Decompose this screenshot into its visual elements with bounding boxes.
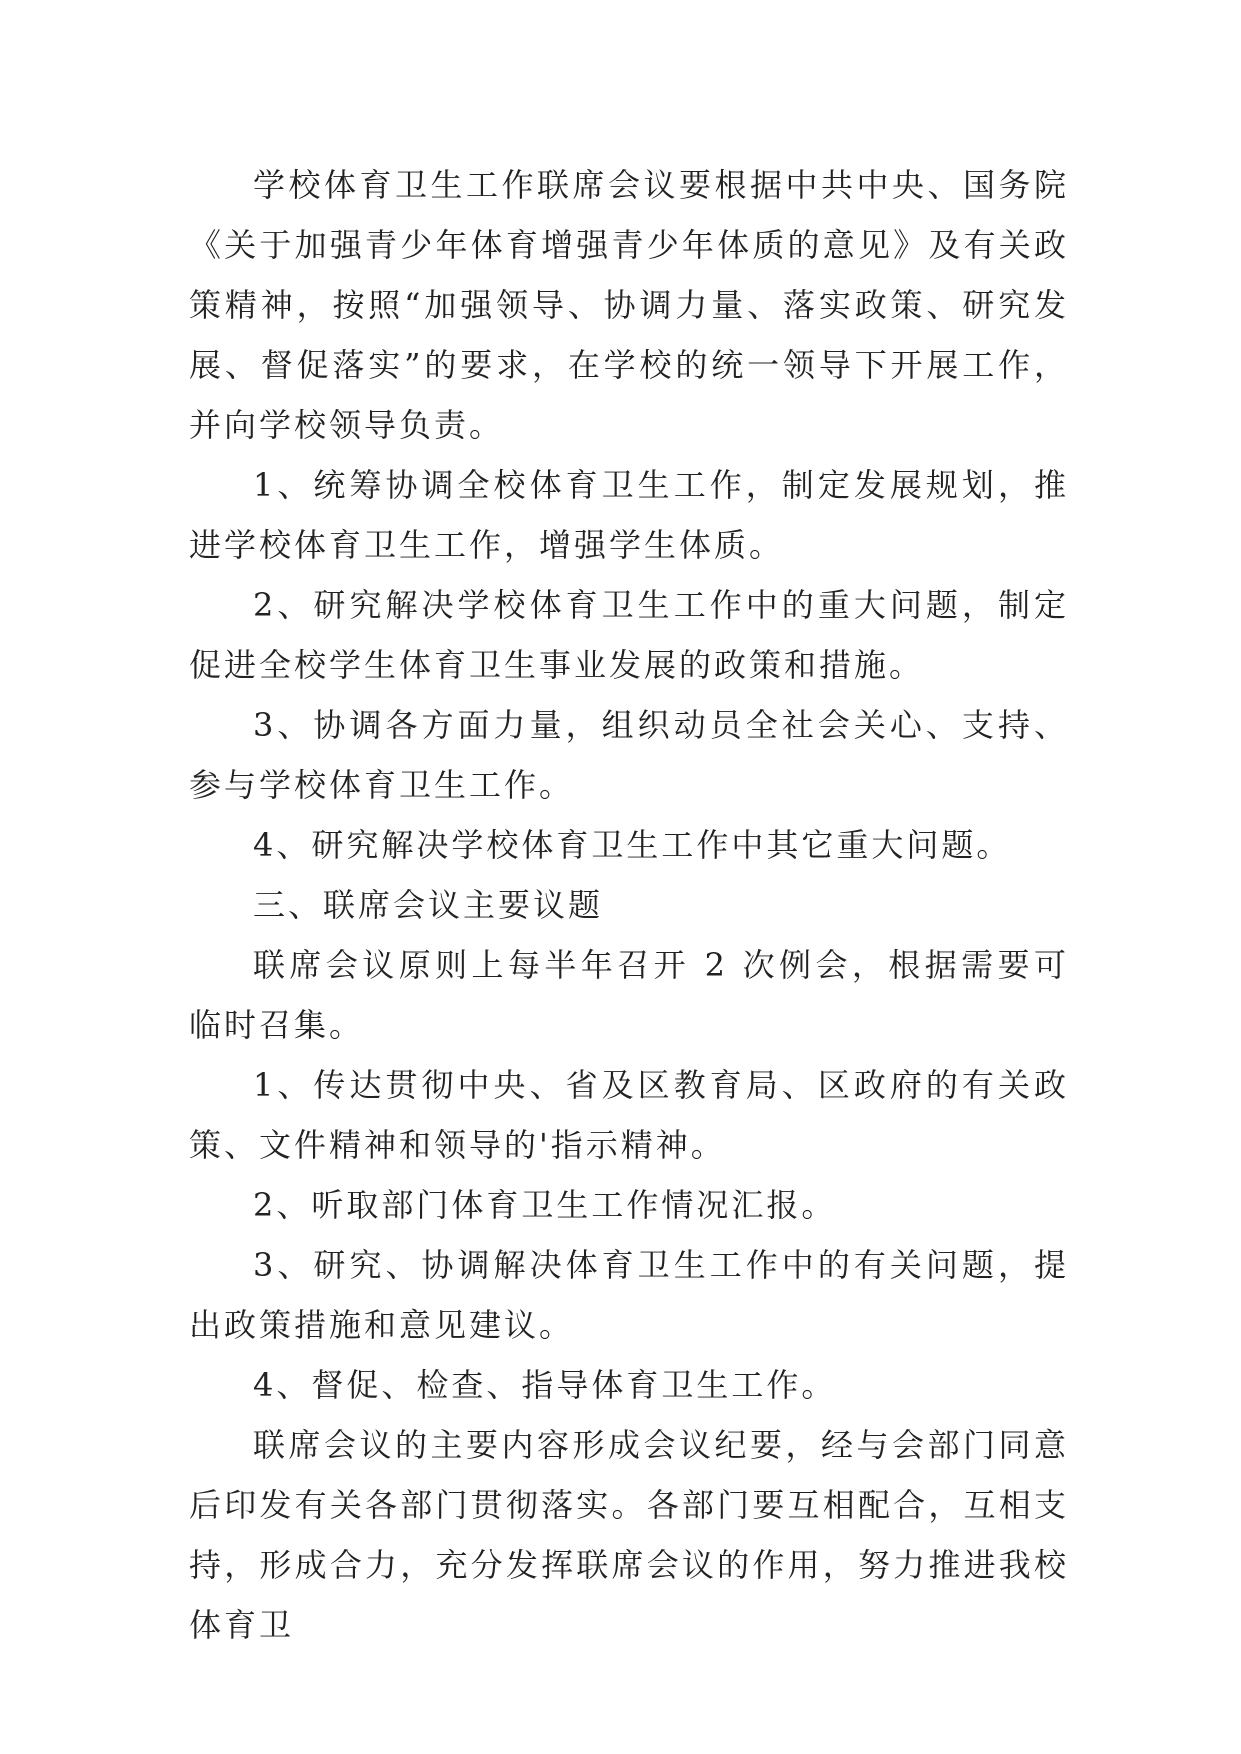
paragraph-meeting-schedule: 联席会议原则上每半年召开 2 次例会，根据需要可临时召集。 bbox=[189, 946, 1069, 1044]
paragraph-topic-1: 1、传达贯彻中央、省及区教育局、区政府的有关政策、文件精神和领导的'指示精神。 bbox=[189, 1066, 1069, 1164]
paragraph-item-4: 4、研究解决学校体育卫生工作中其它重大问题。 bbox=[253, 826, 1012, 864]
paragraph-topic-3: 3、研究、协调解决体育卫生工作中的有关问题，提出政策措施和意见建议。 bbox=[189, 1246, 1069, 1344]
paragraph-intro: 学校体育卫生工作联席会议要根据中共中央、国务院《关于加强青少年体育增强青少年体质的意见》及有关政策精神，按照“加强领导、协调力量、落实政策、研究发展、督促落实”的要求，在学校的统一领导下开展工作，并向学校领导负责。 bbox=[189, 166, 1069, 444]
paragraph-item-2: 2、研究解决学校体育卫生工作中的重大问题，制定促进全校学生体育卫生事业发展的政策和措施。 bbox=[189, 586, 1069, 684]
paragraph-closing: 联席会议的主要内容形成会议纪要，经与会部门同意后印发有关各部门贯彻落实。各部门要互相配合，互相支持，形成合力，充分发挥联席会议的作用，努力推进我校体育卫 bbox=[189, 1426, 1069, 1644]
document-body bbox=[189, 155, 1069, 1655]
paragraph-item-3: 3、协调各方面力量，组织动员全社会关心、支持、参与学校体育卫生工作。 bbox=[189, 706, 1069, 804]
paragraph-topic-4: 4、督促、检查、指导体育卫生工作。 bbox=[253, 1366, 837, 1404]
paragraph-topic-2: 2、听取部门体育卫生工作情况汇报。 bbox=[253, 1186, 837, 1224]
section-heading: 三、联席会议主要议题 bbox=[253, 886, 604, 924]
paragraph-item-1: 1、统筹协调全校体育卫生工作，制定发展规划，推进学校体育卫生工作，增强学生体质。 bbox=[189, 466, 1069, 564]
